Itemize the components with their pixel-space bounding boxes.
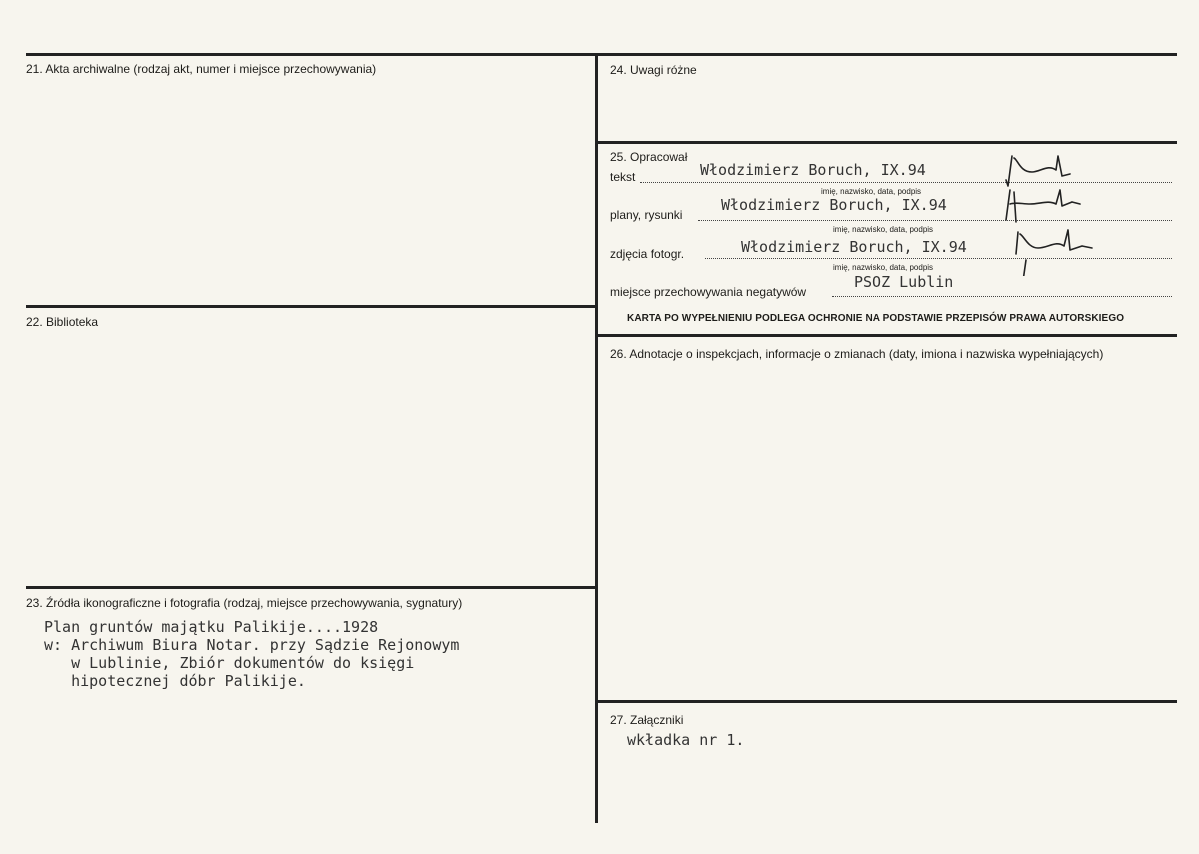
- row-tekst-value: Włodzimierz Boruch, IX.94: [700, 161, 926, 179]
- row-tekst-label: tekst: [610, 170, 636, 184]
- section-23-line-3: w Lublinie, Zbiór dokumentów do księgi: [44, 654, 415, 672]
- divider-26-27: [596, 700, 1177, 703]
- row-zdjecia-label: zdjęcia fotogr.: [610, 247, 685, 261]
- divider-25-26: [596, 334, 1177, 337]
- section-25-label: 25. Opracował: [610, 150, 688, 164]
- section-21-label: 21. Akta archiwalne (rodzaj akt, numer i miejsce przechowywania): [26, 62, 377, 76]
- signature-plany-image: [1000, 186, 1090, 226]
- section-23-line-4: hipotecznej dóbr Palikije.: [44, 672, 306, 690]
- row-zdjecia-dotted-line: [705, 258, 1172, 259]
- row-zdjecia-caption: imię, nazwisko, data, podpis: [833, 263, 934, 272]
- top-border-line: [26, 53, 1177, 56]
- negatives-value: PSOZ Lublin: [854, 273, 954, 291]
- divider-24-25: [596, 141, 1177, 144]
- row-plany-caption: imię, nazwisko, data, podpis: [833, 225, 934, 234]
- divider-21-22: [26, 305, 596, 308]
- row-plany-value: Włodzimierz Boruch, IX.94: [721, 196, 947, 214]
- row-tekst-dotted-line: [640, 182, 1172, 183]
- divider-22-23: [26, 586, 596, 589]
- row-plany-label: plany, rysunki: [610, 208, 683, 222]
- section-22-label: 22. Biblioteka: [26, 315, 99, 329]
- copyright-notice: KARTA PO WYPEŁNIENIU PODLEGA OCHRONIE NA PODSTAWIE PRZEPISÓW PRAWA AUTORSKIEGO: [627, 313, 1125, 324]
- section-24-label: 24. Uwagi różne: [610, 63, 697, 77]
- signature-tekst-image: [1000, 150, 1090, 190]
- section-23-line-1: Plan gruntów majątku Palikije....1928: [44, 618, 379, 636]
- signature-zdjecia-image: [1010, 226, 1100, 276]
- section-23-line-2: w: Archiwum Biura Notar. przy Sądzie Rejonowym: [44, 636, 460, 654]
- negatives-label: miejsce przechowywania negatywów: [610, 285, 807, 299]
- row-plany-dotted-line: [698, 220, 1172, 221]
- section-23-label: 23. Źródła ikonograficzne i fotografia (rodzaj, miejsce przechowywania, sygnatury): [26, 596, 463, 610]
- row-zdjecia-value: Włodzimierz Boruch, IX.94: [741, 238, 967, 256]
- center-divider-line: [595, 53, 598, 823]
- row-tekst-caption: imię, nazwisko, data, podpis: [821, 187, 922, 196]
- section-27-value: wkładka nr 1.: [627, 731, 745, 749]
- negatives-dotted-line: [832, 296, 1172, 297]
- section-26-label: 26. Adnotacje o inspekcjach, informacje o zmianach (daty, imiona i nazwiska wypełniających): [610, 347, 1104, 361]
- section-27-label: 27. Załączniki: [610, 713, 684, 727]
